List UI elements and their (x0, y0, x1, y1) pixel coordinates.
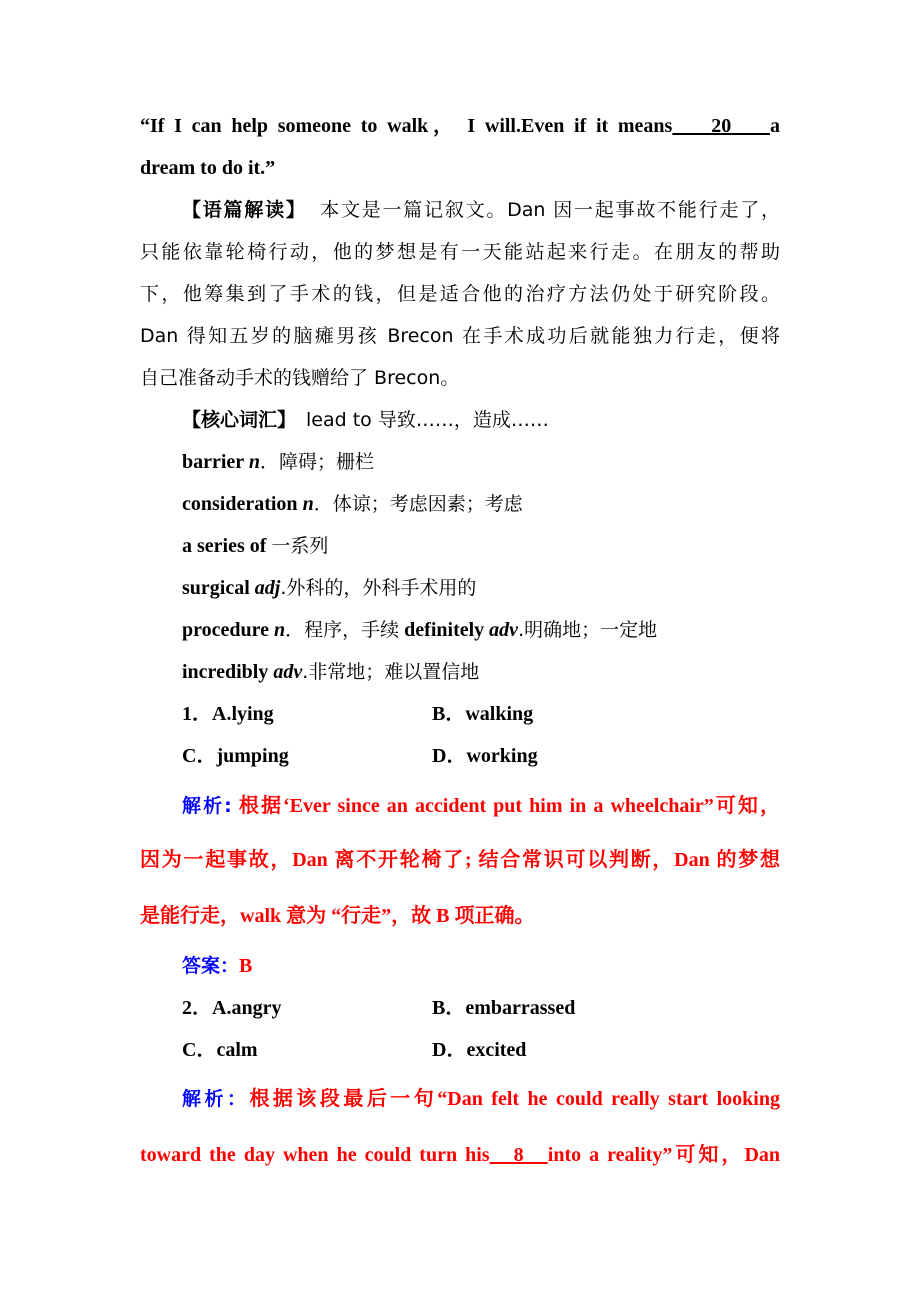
answer-1 (182, 952, 780, 980)
vocab-item: a series of 一系列 (182, 535, 329, 557)
analysis-text: into a reality”可知，Dan (547, 1144, 781, 1166)
analysis-text: 根据‘Ever since an accident put him in a wheelchair”可知， (238, 795, 781, 817)
vocab-item: incredibly adv.非常地；难以置信地 (182, 661, 480, 683)
quote-line-2: dream to do it.” (140, 157, 276, 179)
question-number: 2． (182, 997, 212, 1019)
summary-line-2: 只能依靠轮椅行动，他的梦想是有一天能站起来行走。在朋友的帮助 (140, 241, 780, 263)
summary-line-5: 自己准备动手术的钱赠给了 Brecon。 (140, 367, 460, 389)
vocab-item: consideration n．体谅；考虑因素；考虑 (182, 493, 523, 515)
analysis-2-line-1 (182, 1085, 780, 1113)
option-b: B．embarrassed (432, 997, 576, 1019)
analysis-label: 解析: (182, 795, 232, 817)
vocab-label: 【核心词汇】 (182, 409, 297, 431)
analysis-1-line-1 (182, 792, 780, 820)
option-c: C．calm (182, 1039, 258, 1061)
answer-label: 答案： (182, 955, 240, 977)
question-1-options-row-1 (182, 700, 780, 728)
summary-text: 本文是一篇记叙文。Dan 因一起事故不能行走了， (320, 199, 780, 221)
summary-label: 【语篇解读】 (182, 199, 307, 221)
quote-text: “If I can help someone to walk， I will.Even if it means (140, 115, 673, 137)
question-2-options-row-1 (182, 994, 780, 1022)
option-a: A.lying (212, 703, 274, 725)
blank-number: 20 (711, 115, 732, 137)
option-d: D．working (432, 745, 538, 767)
analysis-1-line-3: 是能行走，walk 意为 “行走”，故 B 项正确。 (140, 905, 535, 927)
vocab-item: lead to 导致……，造成…… (306, 409, 549, 431)
summary-line-1 (182, 196, 780, 224)
analysis-text: 根据该段最后一句“Dan felt he could really start looking (249, 1088, 780, 1110)
option-a: A.angry (212, 997, 282, 1019)
summary-line-4: Dan 得知五岁的脑瘫男孩 Brecon 在手术成功后就能独力行走，便将 (140, 325, 780, 347)
question-1-options-row-2 (182, 742, 780, 770)
answer-value: B (239, 955, 253, 977)
quote-text: a (770, 115, 781, 137)
quote-line-1 (140, 112, 780, 140)
vocab-header (182, 406, 780, 434)
blank-20 (672, 115, 770, 137)
analysis-text: toward the day when he could turn his (140, 1144, 490, 1166)
question-2-options-row-2 (182, 1036, 780, 1064)
blank-number: 8 (513, 1144, 524, 1166)
option-d: D．excited (432, 1039, 527, 1061)
summary-line-3: 下，他筹集到了手术的钱，但是适合他的治疗方法仍处于研究阶段。 (140, 283, 780, 305)
analysis-1-line-2: 因为一起事故，Dan 离不开轮椅了; 结合常识可以判断，Dan 的梦想 (140, 849, 780, 871)
vocab-item: procedure n．程序，手续 definitely adv.明确地；一定地 (182, 619, 658, 641)
question-number: 1． (182, 703, 212, 725)
option-c: C．jumping (182, 745, 289, 767)
vocab-item: surgical adj.外科的，外科手术用的 (182, 577, 477, 599)
analysis-label: 解析： (182, 1088, 250, 1110)
vocab-item: barrier n．障碍；栅栏 (182, 451, 374, 473)
option-b: B．walking (432, 703, 534, 725)
analysis-2-line-2 (140, 1141, 780, 1169)
blank-8 (490, 1144, 548, 1166)
